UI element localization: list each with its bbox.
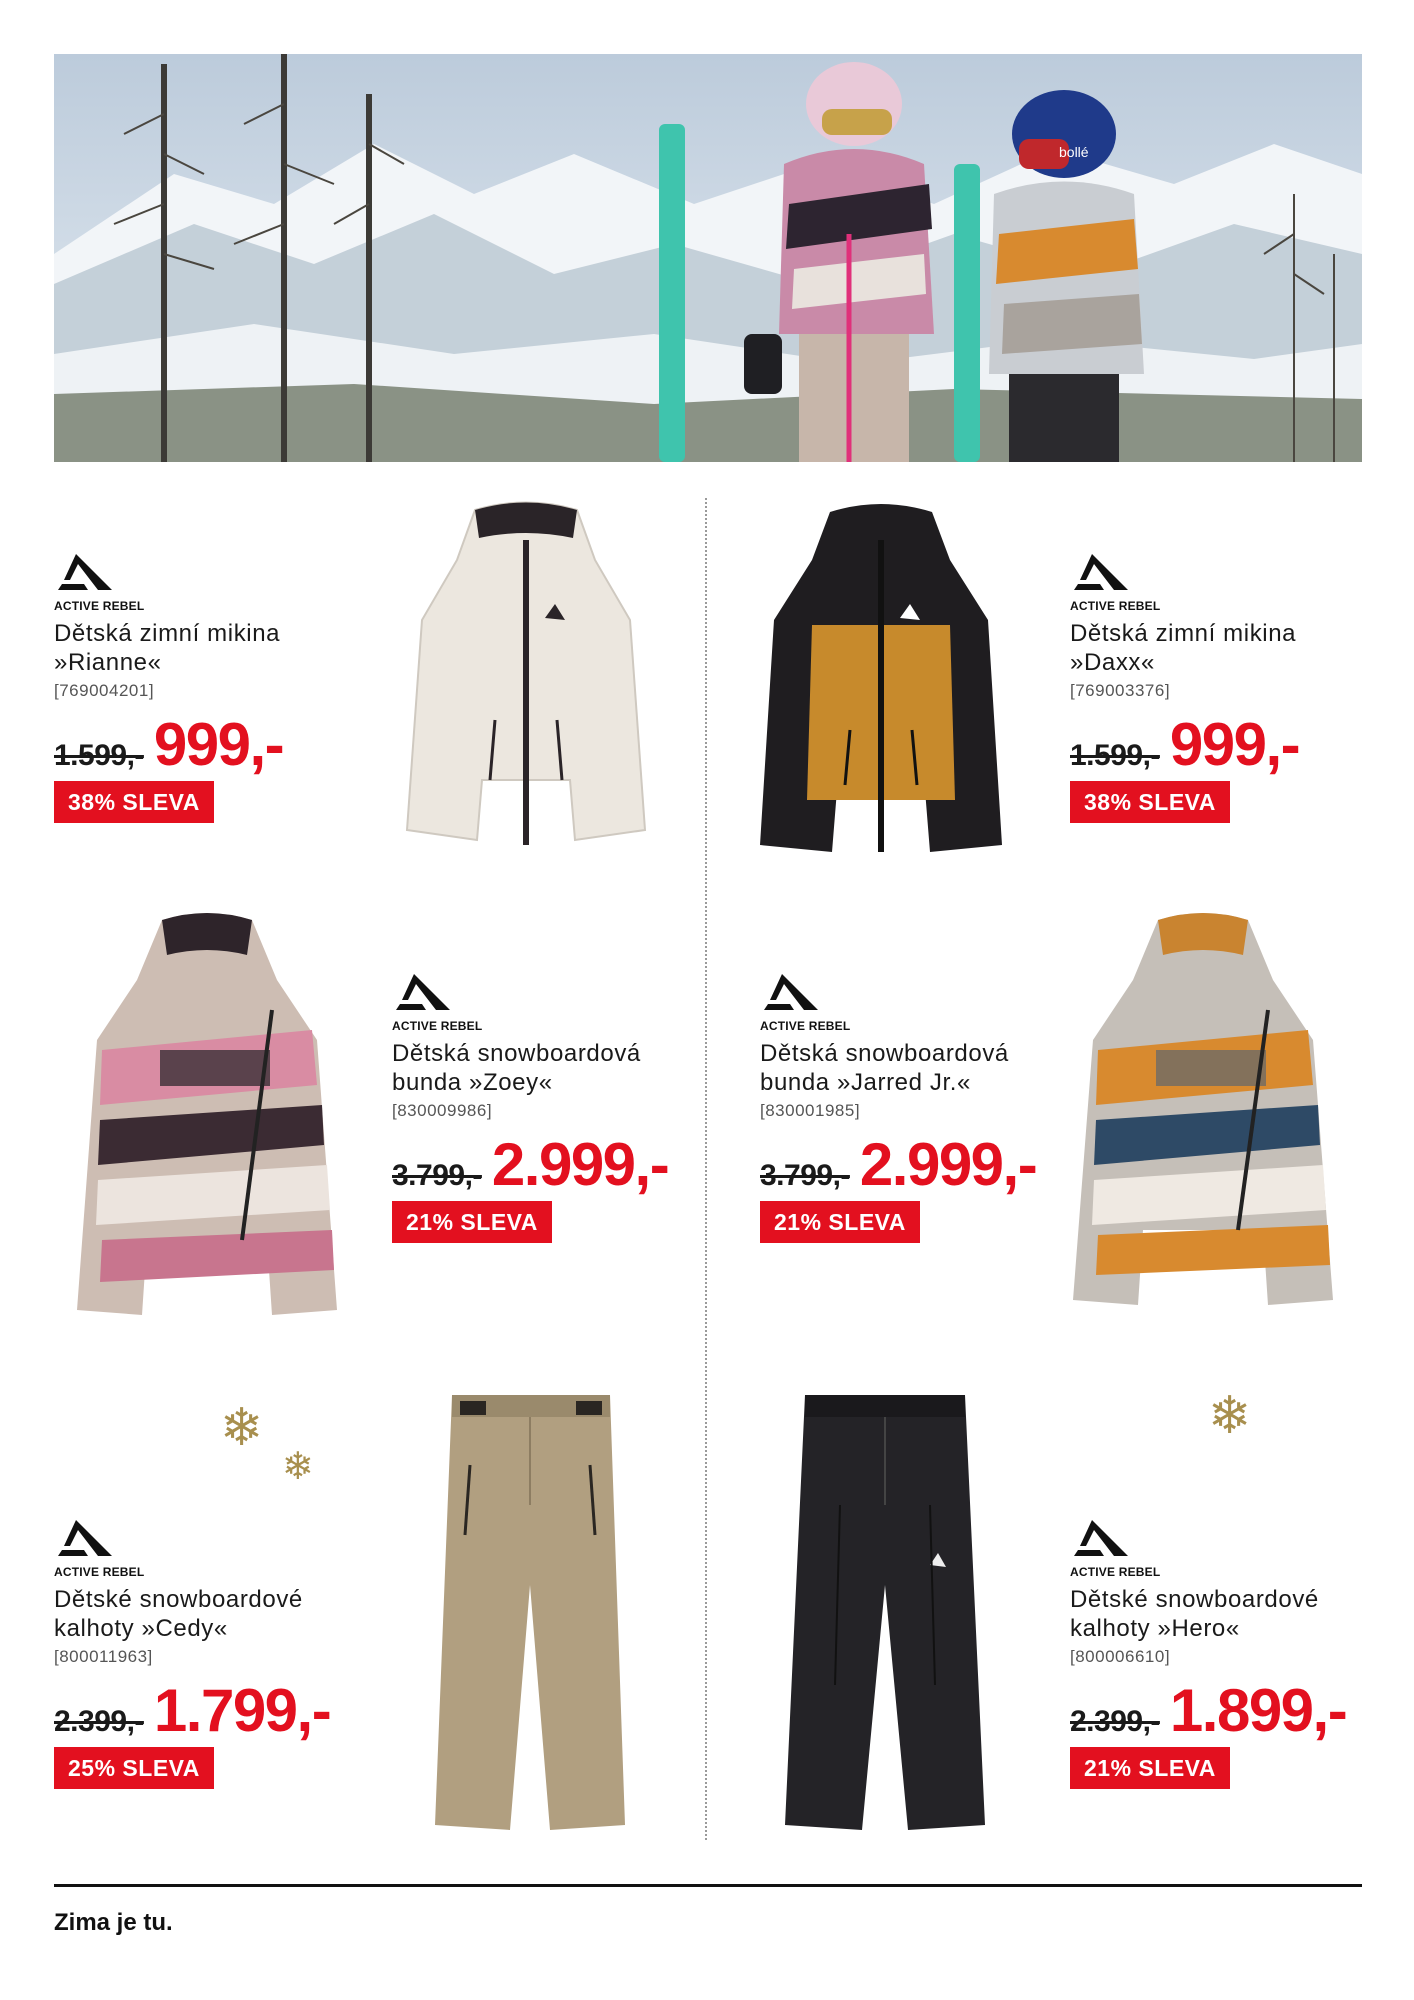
product-sku: [800011963] bbox=[54, 1647, 153, 1666]
center-divider bbox=[705, 498, 707, 1840]
brand-name: ACTIVE REBEL bbox=[760, 1019, 851, 1033]
product-sku: [769004201] bbox=[54, 681, 155, 700]
discount-badge: 21% SLEVA bbox=[1070, 1747, 1230, 1789]
discount-badge: 38% SLEVA bbox=[54, 781, 214, 823]
product-card-daxx bbox=[1070, 550, 1299, 823]
product-title-line2: »Daxx« bbox=[1070, 649, 1155, 676]
new-price: 2.999,- bbox=[859, 1131, 1037, 1198]
brand-name: ACTIVE REBEL bbox=[1070, 1565, 1161, 1579]
product-title-line1: Dětská snowboardová bbox=[392, 1040, 641, 1067]
product-title-line1: Dětská snowboardová bbox=[760, 1040, 1009, 1067]
footer-rule bbox=[54, 1884, 1362, 1887]
product-image-jarred bbox=[1068, 910, 1338, 1310]
discount-badge: 21% SLEVA bbox=[760, 1201, 920, 1243]
snowflake-icon: ❄ bbox=[220, 1399, 264, 1457]
old-price: 3.799,- bbox=[760, 1159, 850, 1192]
product-title-line1: Dětské snowboardové bbox=[1070, 1586, 1319, 1613]
product-title-line1: Dětské snowboardové bbox=[54, 1586, 303, 1613]
active-rebel-logo-icon bbox=[1070, 550, 1130, 594]
product-image-cedy bbox=[430, 1385, 630, 1845]
active-rebel-logo-icon bbox=[760, 970, 820, 1014]
product-title-line2: »Rianne« bbox=[54, 649, 162, 676]
new-price: 1.899,- bbox=[1169, 1677, 1347, 1744]
product-image-hero bbox=[780, 1385, 990, 1845]
product-title-line2: bunda »Zoey« bbox=[392, 1069, 553, 1096]
new-price: 999,- bbox=[153, 711, 284, 778]
product-card-jarred bbox=[760, 970, 1036, 1243]
product-card-rianne bbox=[54, 550, 283, 823]
discount-badge: 25% SLEVA bbox=[54, 1747, 214, 1789]
product-image-rianne bbox=[395, 500, 657, 860]
active-rebel-logo-icon bbox=[392, 970, 452, 1014]
product-title-line2: kalhoty »Hero« bbox=[1070, 1615, 1240, 1642]
brand-name: ACTIVE REBEL bbox=[392, 1019, 483, 1033]
product-title-line1: Dětská zimní mikina bbox=[1070, 620, 1297, 647]
active-rebel-logo-icon bbox=[54, 550, 114, 594]
snowflake-icon: ❄ bbox=[282, 1446, 314, 1488]
product-sku: [800006610] bbox=[1070, 1647, 1171, 1666]
old-price: 1.599,- bbox=[54, 739, 144, 772]
new-price: 2.999,- bbox=[491, 1131, 669, 1198]
brand-name: ACTIVE REBEL bbox=[54, 1565, 145, 1579]
discount-badge: 21% SLEVA bbox=[392, 1201, 552, 1243]
new-price: 1.799,- bbox=[153, 1677, 331, 1744]
product-card-hero bbox=[1070, 1516, 1346, 1789]
product-title-line1: Dětská zimní mikina bbox=[54, 620, 281, 647]
brand-name: ACTIVE REBEL bbox=[54, 599, 145, 613]
product-image-daxx bbox=[750, 500, 1012, 870]
product-sku: [830009986] bbox=[392, 1101, 493, 1120]
product-sku: [830001985] bbox=[760, 1101, 861, 1120]
product-title-line2: bunda »Jarred Jr.« bbox=[760, 1069, 971, 1096]
snowflake-icon: ❄ bbox=[1208, 1387, 1252, 1445]
footer-slogan: Zima je tu. bbox=[54, 1909, 173, 1936]
discount-badge: 38% SLEVA bbox=[1070, 781, 1230, 823]
product-sku: [769003376] bbox=[1070, 681, 1171, 700]
old-price: 2.399,- bbox=[54, 1705, 144, 1738]
brand-name: ACTIVE REBEL bbox=[1070, 599, 1161, 613]
hero-banner-image bbox=[54, 54, 1362, 462]
new-price: 999,- bbox=[1169, 711, 1300, 778]
old-price: 2.399,- bbox=[1070, 1705, 1160, 1738]
active-rebel-logo-icon bbox=[54, 1516, 114, 1560]
product-image-zoey bbox=[72, 910, 342, 1320]
product-card-zoey bbox=[392, 970, 668, 1243]
old-price: 3.799,- bbox=[392, 1159, 482, 1192]
old-price: 1.599,- bbox=[1070, 739, 1160, 772]
helmet-logo-text: bollé bbox=[1059, 144, 1089, 160]
active-rebel-logo-icon bbox=[1070, 1516, 1130, 1560]
product-card-cedy bbox=[54, 1516, 330, 1789]
product-title-line2: kalhoty »Cedy« bbox=[54, 1615, 228, 1642]
